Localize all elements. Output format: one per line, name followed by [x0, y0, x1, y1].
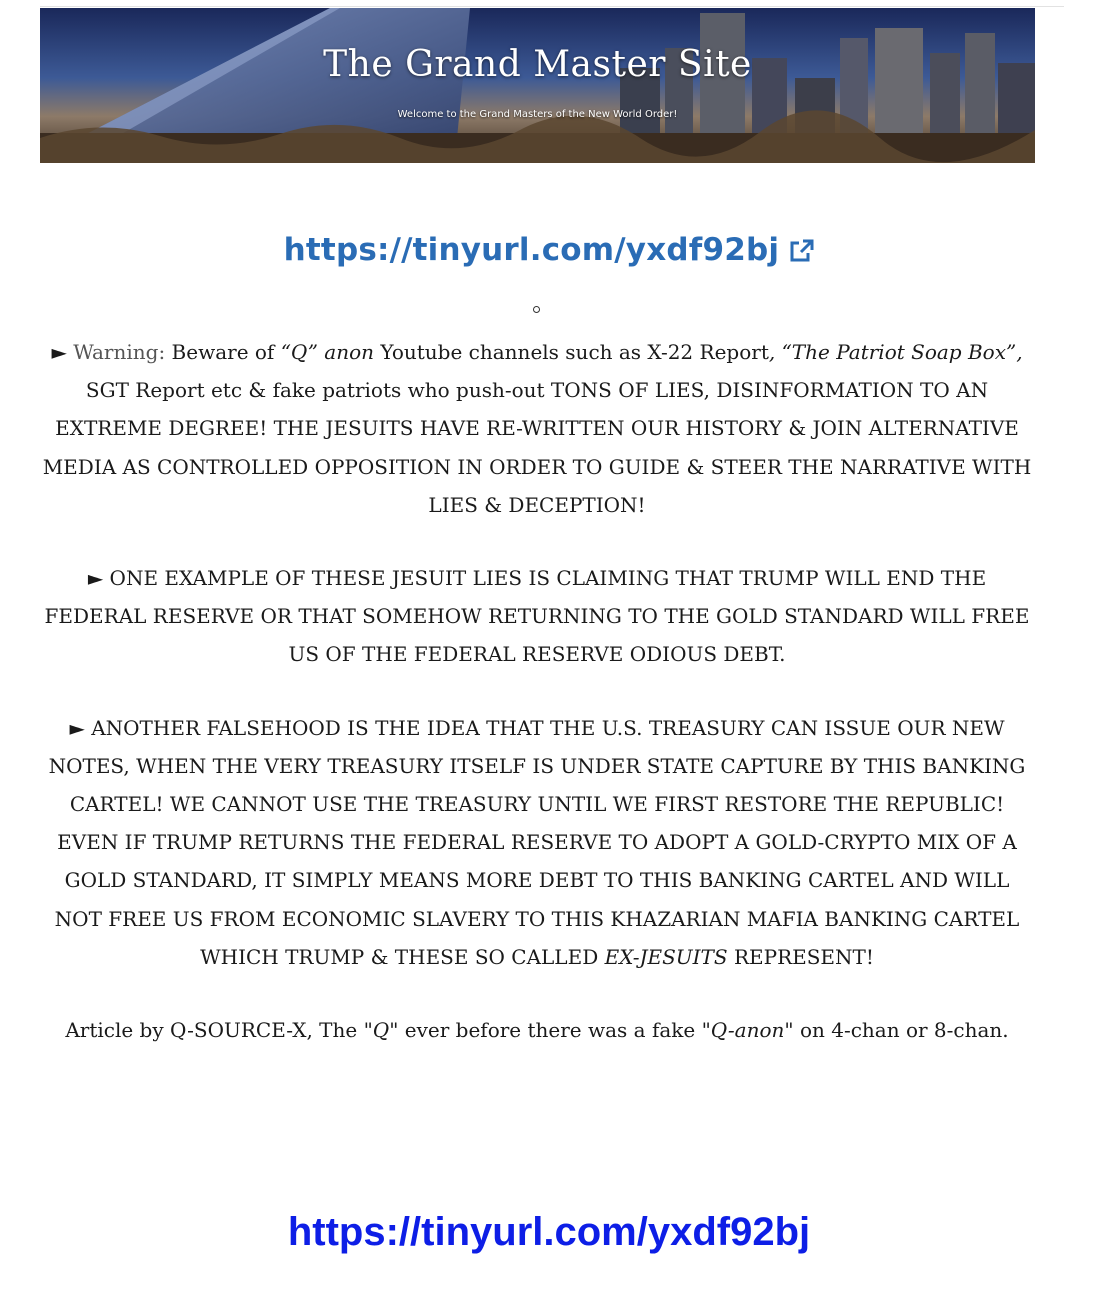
- warning-text-2: Youtube channels such as X-22 Report: [374, 340, 769, 364]
- city-skyline-photo: [40, 8, 1035, 163]
- patriot-soapbox-term: “The Patriot Soap Box”,: [781, 340, 1023, 364]
- bullet-arrow: ►: [51, 340, 67, 364]
- warning-text-3: SGT Report etc & fake patriots who push-out TONS OF LIES, DISINFORMATION TO AN EXTREME DEGREE! THE JESUITS HAVE RE-WRITTEN OUR HISTORY & JOIN ALTERNATIVE MEDIA AS CONTROLLED OPPOSITION IN ORDER TO GUIDE & STEER THE NARRATIVE WITH LIES & DECEPTION!: [42, 378, 1032, 517]
- separator-circle: [533, 306, 540, 313]
- article-attribution: [40, 1011, 1034, 1049]
- treasury-paragraph: [40, 709, 1034, 976]
- warning-comma: ,: [768, 340, 782, 364]
- treasury-text: ANOTHER FALSEHOOD IS THE IDEA THAT THE U.S. TREASURY CAN ISSUE OUR NEW NOTES, WHEN THE VERY TREASURY ITSELF IS UNDER STATE CAPTURE BY THIS BANKING CARTEL! WE CANNOT USE THE TREASURY UNTIL WE FIRST RESTORE THE REPUBLIC! EVEN IF TRUMP RETURNS THE FEDERAL RESERVE TO ADOPT A GOLD-CRYPTO MIX OF A GOLD STANDARD, IT SIMPLY MEANS MORE DEBT TO THIS BANKING CARTEL AND WILL NOT FREE US FROM ECONOMIC SLAVERY TO THIS KHAZARIAN MAFIA BANKING CARTEL WHICH TRUMP & THESE SO CALLED: [48, 715, 1026, 969]
- warning-paragraph: [40, 333, 1034, 524]
- bullet-arrow: ►: [69, 715, 85, 740]
- top-divider: [40, 6, 1064, 7]
- site-title: The Grand Master Site: [323, 44, 752, 85]
- bullet-arrow: ►: [87, 566, 104, 591]
- q-term: "Q": [363, 1018, 399, 1043]
- attribution-text-3: on 4-chan or 8-chan.: [793, 1018, 1009, 1043]
- tinyurl-link-top[interactable]: https://tinyurl.com/yxdf92bj: [283, 232, 780, 268]
- attribution-text-2: ever before there was a fake: [398, 1018, 702, 1043]
- external-link-icon[interactable]: [788, 239, 814, 263]
- bottom-link-row: [0, 1210, 1098, 1255]
- treasury-text-end: REPRESENT!: [727, 944, 874, 969]
- ex-jesuits-term: EX-JESUITS: [604, 944, 728, 969]
- warning-label: Warning:: [73, 340, 166, 364]
- q-anon-term: “Q” anon: [280, 340, 375, 364]
- warning-text-1: Beware of: [165, 340, 281, 364]
- jesuit-lies-text: ONE EXAMPLE OF THESE JESUIT LIES IS CLAIMING THAT TRUMP WILL END THE FEDERAL RESERVE OR THAT SOMEHOW RETURNING TO THE GOLD STANDARD WILL FREE US OF THE FEDERAL RESERVE ODIOUS DEBT.: [44, 566, 1030, 667]
- q-anon-quote-term: "Q-anon": [701, 1018, 794, 1043]
- site-subtitle: Welcome to the Grand Masters of the New World Order!: [397, 109, 678, 120]
- tinyurl-link-bottom[interactable]: https://tinyurl.com/yxdf92bj: [287, 1210, 811, 1254]
- article-body: [40, 333, 1034, 1084]
- attribution-text-1: Article by Q-SOURCE-X, The: [65, 1018, 364, 1043]
- top-link-row: [0, 232, 1098, 268]
- site-header-banner: [40, 8, 1035, 163]
- jesuit-lies-paragraph: [40, 559, 1034, 674]
